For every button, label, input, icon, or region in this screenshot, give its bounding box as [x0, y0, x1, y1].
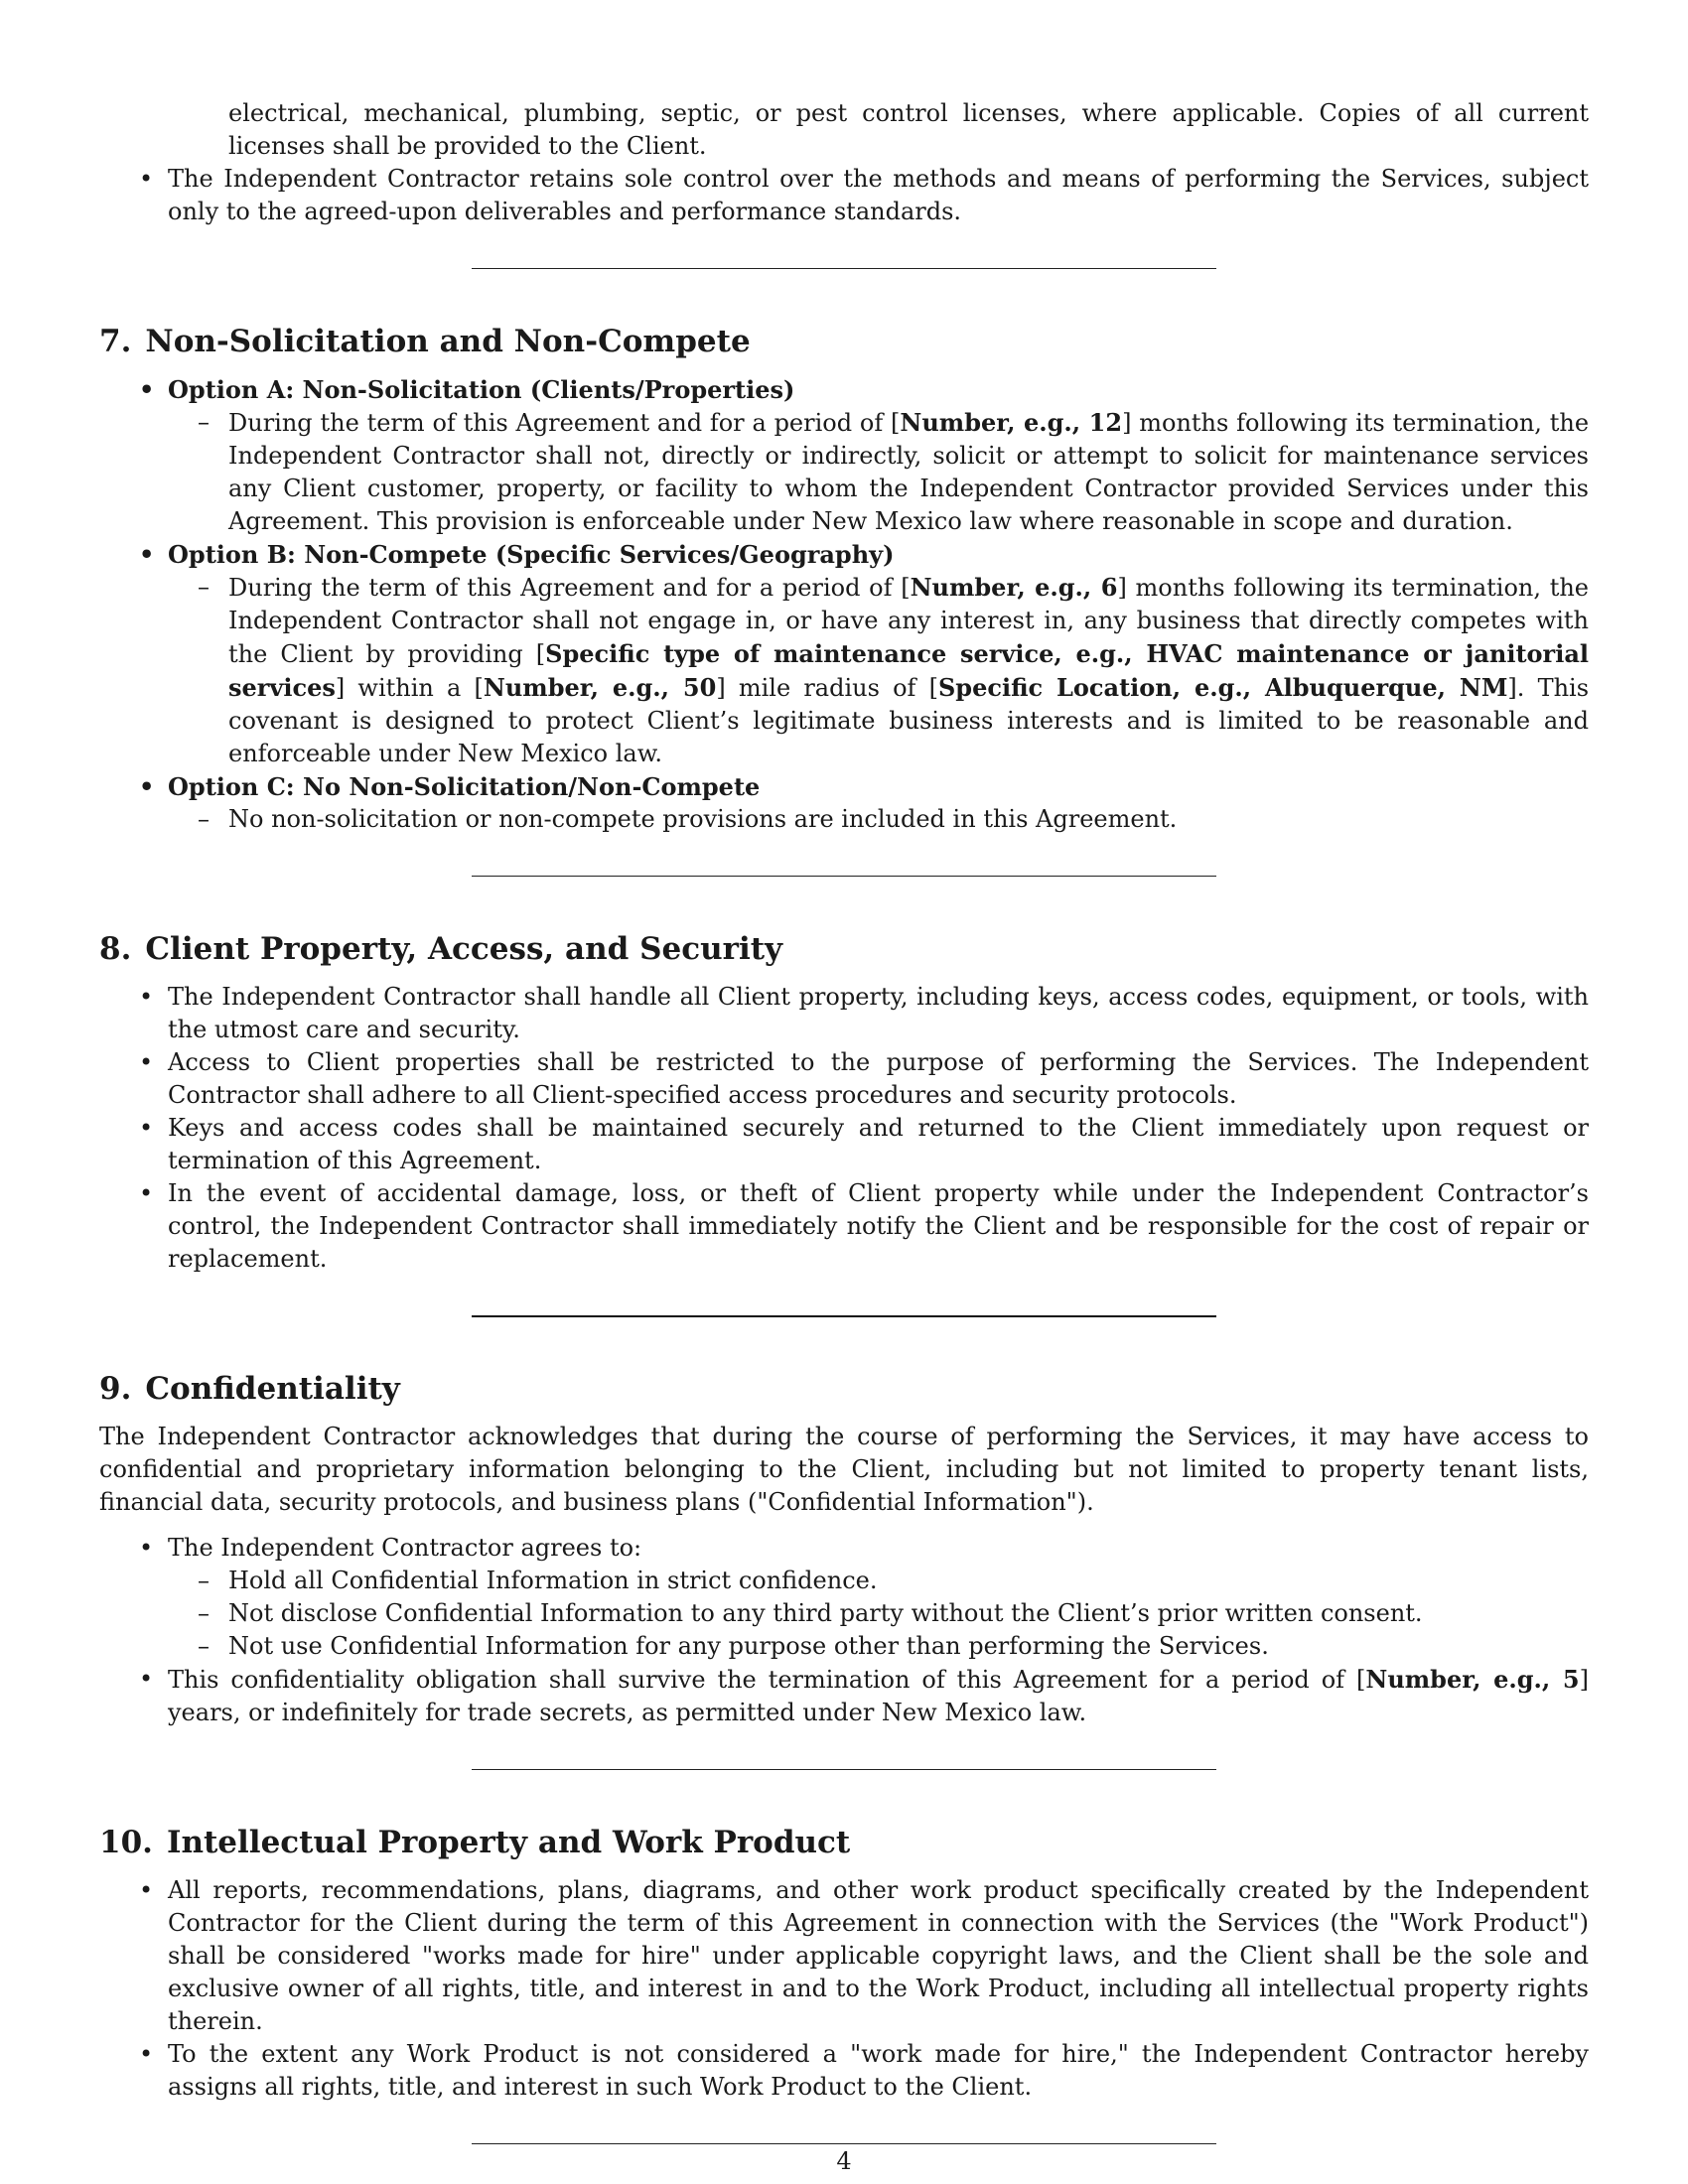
section-divider — [472, 2143, 1216, 2144]
page-number: 4 — [836, 2147, 852, 2175]
option-c-label: • Option C: No Non-Solicitation/Non-Compete — [99, 770, 1589, 803]
contractor-control-item: • The Independent Contractor retains sole control over the methods and means of performing the Services, subject only to the agreed-upon deliverables and performance standards. — [99, 163, 1589, 228]
section-8-number: 8. — [99, 931, 132, 967]
section-10-title: Intellectual Property and Work Product — [166, 1825, 851, 1860]
section-divider — [472, 1315, 1216, 1317]
page-content — [99, 97, 1589, 2144]
sub-list-item: – Hold all Confidential Information in strict confidence. — [99, 1565, 1589, 1597]
section-9-title: Confidentiality — [145, 1371, 400, 1407]
section-7-title: Non-Solicitation and Non-Compete — [145, 324, 751, 359]
section-9-number: 9. — [99, 1371, 132, 1407]
list-item: • Access to Client properties shall be restricted to the purpose of performing the Services. The Independent Contractor shall adhere to all Client-specified access procedures and security protocols. — [99, 1046, 1589, 1112]
section-8-title: Client Property, Access, and Security — [145, 931, 783, 967]
option-b-text: – During the term of this Agreement and for a period of [Number, e.g., 6] months following its termination, the Independent Contractor shall not engage in, or have any interest in, any business that directly competes with the Client by providing [Specific type of maintenance service, e.g., HVAC maintenance or janitorial services] within a [Number, e.g., 50] mile radius of [Specific Location, e.g., Albuquerque, NM]. This covenant is designed to protect Client’s legitimate business interests and is limited to be reasonable and enforceable under New Mexico law. — [99, 571, 1589, 770]
sub-list-item: – Not disclose Confidential Information to any third party without the Client’s prior written consent. — [99, 1597, 1589, 1630]
list-item: • This confidentiality obligation shall survive the termination of this Agreement for a period of [Number, e.g., 5] years, or indefinitely for trade secrets, as permitted under New Mexico law. — [99, 1663, 1589, 1729]
list-item: • The Independent Contractor shall handle all Client property, including keys, access codes, equipment, or tools, with the utmost care and security. — [99, 981, 1589, 1046]
section-10-heading — [99, 1823, 1589, 1862]
section-divider — [472, 1769, 1216, 1770]
list-item: • Keys and access codes shall be maintained securely and returned to the Client immediately upon request or termination of this Agreement. — [99, 1112, 1589, 1177]
section-8-list — [99, 981, 1589, 1276]
section-divider — [472, 268, 1216, 269]
licenses-list — [99, 97, 1589, 228]
section-8-heading — [99, 929, 1589, 969]
section-7-heading — [99, 322, 1589, 361]
section-10-list — [99, 1874, 1589, 2104]
list-item: • All reports, recommendations, plans, diagrams, and other work product specifically created by the Independent Contractor for the Client during the term of this Agreement in connection with the Services (the "Work Product") shall be considered "works made for hire" under applicable copyright laws, and the Client shall be the sole and exclusive owner of all rights, title, and interest in and to the Work Product, including all intellectual property rights therein. — [99, 1874, 1589, 2038]
list-item: • The Independent Contractor agrees to: — [99, 1532, 1589, 1565]
option-a-label: • Option A: Non-Solicitation (Clients/Properties) — [99, 373, 1589, 406]
section-9-heading — [99, 1369, 1589, 1409]
option-b-label: • Option B: Non-Compete (Specific Services/Geography) — [99, 538, 1589, 571]
section-7-options — [99, 373, 1589, 836]
confidentiality-intro: The Independent Contractor acknowledges that during the course of performing the Services, it may have access to confidential and proprietary information belonging to the Client, including but not limited to property tenant lists, financial data, security protocols, and business plans ("Confidential Information"). — [99, 1423, 1589, 1516]
section-divider — [472, 876, 1216, 877]
licenses-continuation: electrical, mechanical, plumbing, septic, or pest control licenses, where applicable. Copies of all current licenses shall be provided to the Client. — [228, 99, 1589, 160]
list-item: • In the event of accidental damage, loss, or theft of Client property while under the Independent Contractor’s control, the Independent Contractor shall immediately notify the Client and be responsible for the cost of repair or replacement. — [99, 1177, 1589, 1276]
list-item: • To the extent any Work Product is not considered a "work made for hire," the Independent Contractor hereby assigns all rights, title, and interest in such Work Product to the Client. — [99, 2038, 1589, 2104]
option-c-text: – No non-solicitation or non-compete provisions are included in this Agreement. — [99, 803, 1589, 836]
section-7-number: 7. — [99, 324, 132, 359]
option-a-text: – During the term of this Agreement and for a period of [Number, e.g., 12] months following its termination, the Independent Contractor shall not, directly or indirectly, solicit or attempt to solicit for maintenance services any Client customer, property, or facility to whom the Independent Contractor provided Services under this Agreement. This provision is enforceable under New Mexico law where reasonable in scope and duration. — [99, 406, 1589, 538]
sub-list-item: – Not use Confidential Information for any purpose other than performing the Services. — [99, 1630, 1589, 1663]
section-9-list — [99, 1532, 1589, 1729]
section-10-number: 10. — [99, 1825, 153, 1860]
